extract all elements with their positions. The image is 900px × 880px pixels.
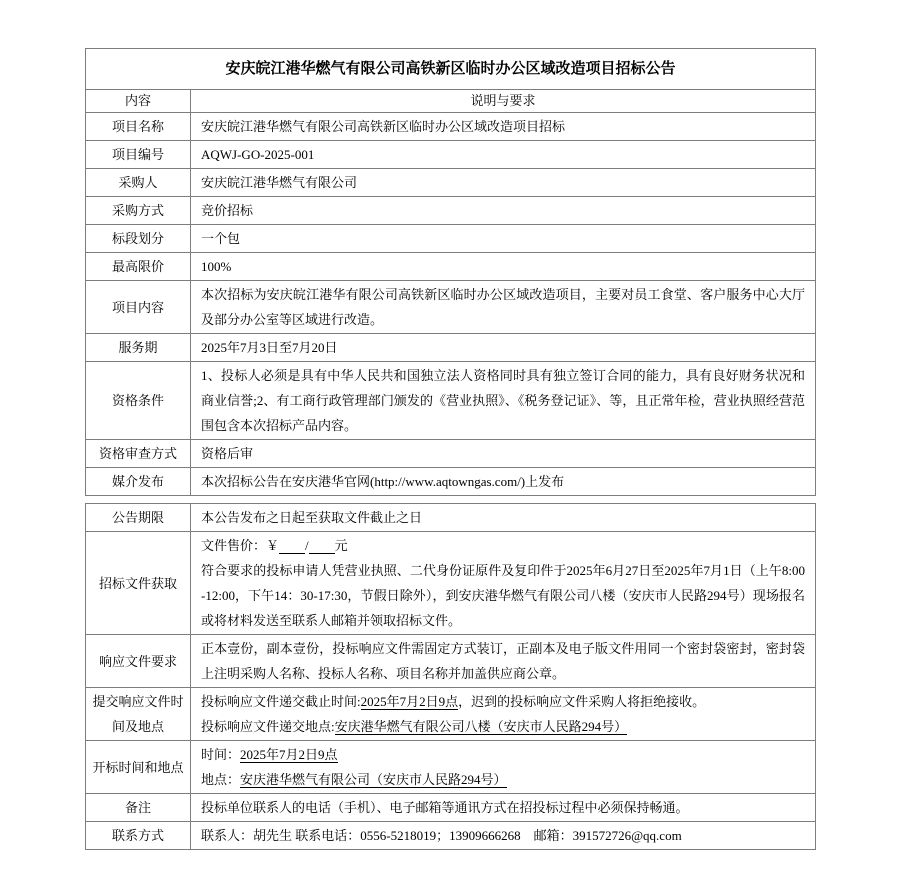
row-content — [191, 741, 816, 794]
row-label: 项目编号 — [86, 141, 191, 169]
text-segment: / — [305, 538, 309, 553]
row-label: 联系方式 — [86, 822, 191, 850]
row-content — [191, 281, 816, 334]
title-row — [86, 49, 816, 90]
row-label: 公告期限 — [86, 504, 191, 532]
text-segment: 文件售价：￥ — [201, 538, 280, 553]
row-label: 标段划分 — [86, 225, 191, 253]
table-row — [86, 504, 816, 532]
row-content — [191, 253, 816, 281]
column-header-requirements: 说明与要求 — [191, 90, 816, 113]
text-segment: 投标响应文件递交截止时间: — [201, 694, 361, 709]
row-label: 媒介发布 — [86, 468, 191, 496]
table-row — [86, 688, 816, 741]
row-label: 资格审查方式 — [86, 440, 191, 468]
column-header-row — [86, 90, 816, 113]
content-line — [201, 335, 805, 360]
table-row — [86, 197, 816, 225]
table-row — [86, 334, 816, 362]
text-segment: 竞价招标 — [201, 203, 254, 218]
row-label: 项目内容 — [86, 281, 191, 334]
text-segment: 元 — [334, 538, 348, 553]
table-row — [86, 141, 816, 169]
row-content — [191, 468, 816, 496]
text-segment: 资格后审 — [201, 446, 254, 461]
row-content — [191, 440, 816, 468]
content-line — [201, 505, 805, 530]
row-content — [191, 504, 816, 532]
row-content — [191, 532, 816, 635]
secondary-table-body — [86, 504, 816, 850]
row-content — [191, 169, 816, 197]
announcement-table-main — [85, 48, 816, 496]
row-label: 开标时间和地点 — [86, 741, 191, 794]
row-content — [191, 688, 816, 741]
main-table-body — [86, 113, 816, 496]
content-line — [201, 469, 805, 494]
text-segment: 本公告发布之日起至获取文件截止之日 — [201, 510, 423, 525]
table-row — [86, 635, 816, 688]
table-row — [86, 169, 816, 197]
text-segment: 安庆皖江港华燃气有限公司高铁新区临时办公区域改造项目招标 — [201, 119, 566, 134]
row-content — [191, 635, 816, 688]
row-label: 响应文件要求 — [86, 635, 191, 688]
underlined-value: 安庆港华燃气有限公司八楼（安庆市人民路294号） — [334, 719, 628, 734]
text-segment: 投标单位联系人的电话（手机）、电子邮箱等通讯方式在招投标过程中必须保持畅通。 — [201, 800, 689, 815]
row-label: 资格条件 — [86, 362, 191, 440]
row-label: 招标文件获取 — [86, 532, 191, 635]
row-content — [191, 362, 816, 440]
announcement-table-secondary — [85, 503, 816, 850]
table-row — [86, 532, 816, 635]
text-segment: 联系人：胡先生 联系电话：0556-5218019；13909666268 邮箱：391572726@qq.com — [201, 828, 682, 843]
underlined-value — [309, 538, 335, 554]
content-line — [201, 254, 805, 279]
content-line — [201, 689, 805, 714]
table-row — [86, 468, 816, 496]
content-line — [201, 767, 805, 792]
row-content — [191, 334, 816, 362]
content-line — [201, 226, 805, 251]
table-row — [86, 741, 816, 794]
content-line — [201, 114, 805, 139]
underlined-value — [279, 538, 305, 554]
text-segment: 投标响应文件递交地点: — [201, 719, 335, 734]
row-content — [191, 822, 816, 850]
content-line — [201, 282, 805, 332]
text-segment: 本次招标公告在安庆港华官网(http://www.aqtowngas.com/)上发布 — [201, 474, 565, 489]
text-segment: 本次招标为安庆皖江港华有限公司高铁新区临时办公区域改造项目，主要对员工食堂、客户服务中心大厅及部分办公室等区域进行改造。 — [201, 287, 806, 327]
row-content — [191, 113, 816, 141]
underlined-value: 安庆港华燃气有限公司（安庆市人民路294号） — [240, 772, 507, 787]
content-line — [201, 170, 805, 195]
table-row — [86, 362, 816, 440]
text-segment: ，迟到的投标响应文件采购人将拒绝接收。 — [458, 694, 706, 709]
text-segment: 1、投标人必须是具有中华人民共和国独立法人资格同时具有独立签订合同的能力，具有良好财务状况和商业信誉;2、有工商行政管理部门颁发的《营业执照》、《税务登记证》、等，且正常年检，营业执照经营范围包含本次招标产品内容。 — [201, 368, 806, 433]
row-content — [191, 197, 816, 225]
content-line — [201, 533, 805, 558]
text-segment: 2025年7月3日至7月20日 — [201, 340, 338, 355]
table-row — [86, 253, 816, 281]
content-line — [201, 363, 805, 438]
text-segment: AQWJ-GO-2025-001 — [201, 147, 315, 162]
text-segment: 100% — [201, 259, 232, 274]
content-line — [201, 636, 805, 686]
content-line — [201, 742, 805, 767]
text-segment: 一个包 — [201, 231, 241, 246]
row-content — [191, 794, 816, 822]
text-segment: 地点： — [201, 772, 241, 787]
document-title: 安庆皖江港华燃气有限公司高铁新区临时办公区域改造项目招标公告 — [86, 49, 816, 90]
row-label: 最高限价 — [86, 253, 191, 281]
row-label: 备注 — [86, 794, 191, 822]
text-segment: 符合要求的投标申请人凭营业执照、二代身份证原件及复印件于2025年6月27日至2025年7月1日（上午8:00-12:00，下午14：30-17:30，节假日除外），到安庆港华燃气有限公司八楼（安庆市人民路294号）现场报名或将材料发送至联系人邮箱并领取招标文件。 — [201, 563, 805, 628]
table-row — [86, 113, 816, 141]
row-label: 采购方式 — [86, 197, 191, 225]
text-segment: 安庆皖江港华燃气有限公司 — [201, 175, 358, 190]
table-row — [86, 822, 816, 850]
content-line — [201, 795, 805, 820]
content-line — [201, 823, 805, 848]
text-segment: 时间： — [201, 747, 241, 762]
table-row — [86, 281, 816, 334]
row-content — [191, 225, 816, 253]
column-header-content: 内容 — [86, 90, 191, 113]
row-label: 服务期 — [86, 334, 191, 362]
row-label: 项目名称 — [86, 113, 191, 141]
table-row — [86, 225, 816, 253]
row-content — [191, 141, 816, 169]
text-segment: 正本壹份，副本壹份，投标响应文件需固定方式装订，正副本及电子版文件用同一个密封袋密封，密封袋上注明采购人名称、投标人名称、项目名称并加盖供应商公章。 — [201, 641, 805, 681]
table-row — [86, 440, 816, 468]
content-line — [201, 558, 805, 633]
row-label: 采购人 — [86, 169, 191, 197]
underlined-value: 2025年7月2日9点 — [240, 747, 338, 762]
announcement-document — [85, 48, 815, 850]
table-row — [86, 794, 816, 822]
underlined-value: 2025年7月2日9点 — [360, 694, 459, 709]
content-line — [201, 142, 805, 167]
content-line — [201, 441, 805, 466]
row-label: 提交响应文件时间及地点 — [86, 688, 191, 741]
content-line — [201, 198, 805, 223]
content-line — [201, 714, 805, 739]
